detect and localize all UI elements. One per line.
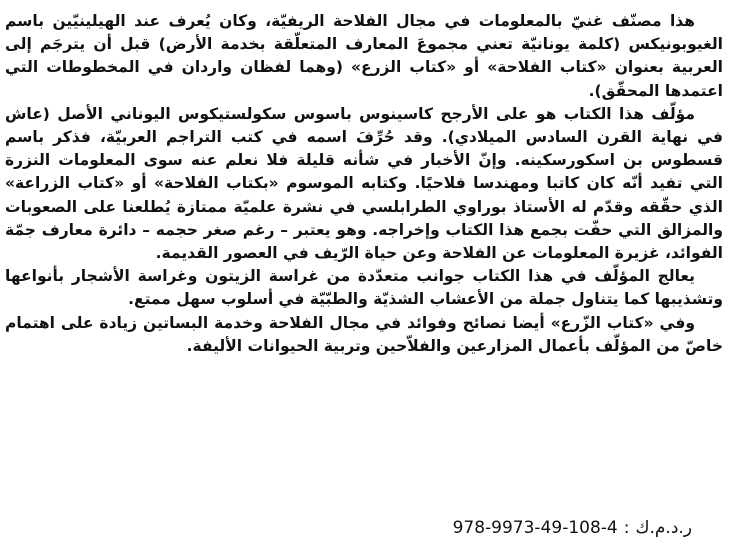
isbn-number: 978-9973-49-108-4: [452, 518, 618, 538]
paragraph-intro: هذا مصنّف غنيّ بالمعلومات في مجال الفلاحة الريفيّة، وكان يُعرف عند الهيلينيّين باسم الغيوبونيكس (كلمة يونانيّة تعني مجموعَ المعارف المتعلّقة بخدمة الأرض) قبل أن يترجَم إلى العربية بعنوان «كتاب الفلاحة» أو «كتاب الزرع» (وهما لفظان واردان في المخطوطات التي اعتمدها المحقّق).: [5, 12, 723, 100]
paragraph-content: يعالج المؤلّف في هذا الكتاب جوانب متعدّدة من غراسة الزيتون وغراسة الأشجار بأنواعها وتشذيبها كما يتناول جملة من الأعشاب الشذيّة والطبّيّة في أسلوب سهل ممتع.: [5, 267, 723, 309]
body-text: [5, 10, 723, 358]
isbn-separator: :: [623, 518, 630, 538]
isbn-label: ر.د.م.ك: [635, 518, 692, 538]
isbn-line: [453, 518, 692, 538]
paragraph-author: مؤلّف هذا الكتاب هو على الأرجح كاسينوس باسوس سكولستيكوس اليوناني الأصل (عاش في نهاية القرن السادس الميلادي). وقد حُرِّفَ اسمه في كتب التراجم العربيّة، فذكر باسم قسطوس بن اسكورسكينه. وإنّ الأخبار في شأنه قليلة فلا نعلم عنه سوى المعلومات النزرة التي تفيد أنّه كان كاتبا ومهندسا فلاحيًا. وكتابه الموسوم «بكتاب الفلاحة» أو «كتاب الزراعة» الذي حقّقه وقدّم له الأستاذ بوراوي الطرابلسي في نشرة علميّة ممتازة يُطلعنا على الصعوبات والمزالق التي حفّت بجمع هذا الكتاب وإخراجه. وهو يعتبر – رغم صغر حجمه – دائرة معارف جمّة الفوائد، غزيرة المعلومات عن الفلاحة وعن حياة الرّيف في العصور القديمة.: [5, 104, 723, 263]
paragraph-conclusion: وفي «كتاب الزّرع» أيضا نصائح وفوائد في مجال الفلاحة وخدمة البساتين زيادة على اهتمام خاصّ من المؤلّف بأعمال المزارعين والفلاّحين وتربية الحيوانات الأليفة.: [5, 313, 723, 355]
